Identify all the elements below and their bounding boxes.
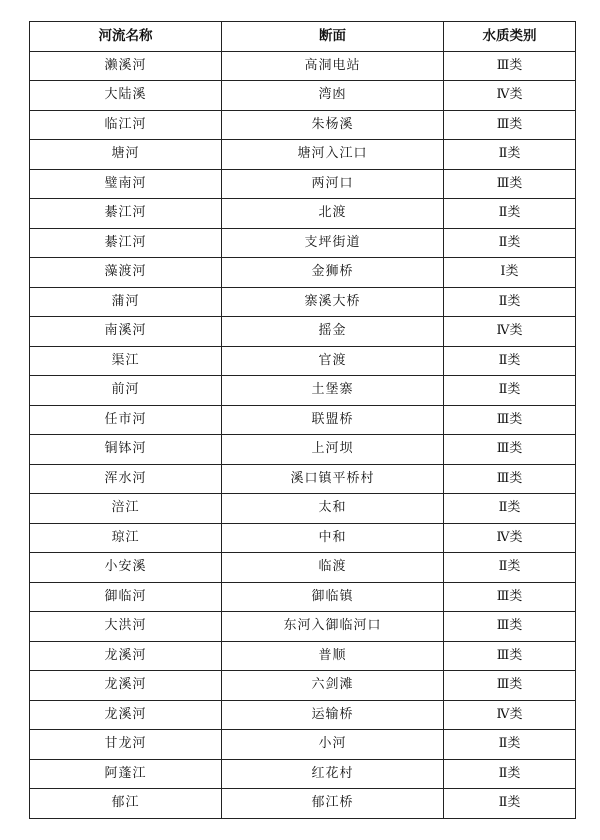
section-cell: 塘河入江口 — [222, 140, 444, 170]
table-row — [30, 199, 576, 229]
section-cell: 中和 — [222, 523, 444, 553]
table-row — [30, 405, 576, 435]
table-row — [30, 700, 576, 730]
river-name-cell: 御临河 — [30, 582, 222, 612]
section-cell: 普顺 — [222, 641, 444, 671]
section-cell: 上河坝 — [222, 435, 444, 465]
section-cell: 郁江桥 — [222, 789, 444, 819]
section-cell: 寨溪大桥 — [222, 287, 444, 317]
river-name-cell: 临江河 — [30, 110, 222, 140]
water-class-cell: Ⅱ类 — [444, 759, 576, 789]
table-row — [30, 258, 576, 288]
water-class-cell: Ⅲ类 — [444, 464, 576, 494]
section-cell: 溪口镇平桥村 — [222, 464, 444, 494]
water-class-cell: Ⅱ类 — [444, 140, 576, 170]
table-body — [30, 51, 576, 818]
river-name-cell: 小安溪 — [30, 553, 222, 583]
section-cell: 北渡 — [222, 199, 444, 229]
section-cell: 红花村 — [222, 759, 444, 789]
river-name-cell: 龙溪河 — [30, 671, 222, 701]
header-row — [30, 22, 576, 52]
table-header — [30, 22, 576, 52]
table-row — [30, 169, 576, 199]
section-cell: 高洞电站 — [222, 51, 444, 81]
section-cell: 湾凼 — [222, 81, 444, 111]
header-section: 断面 — [222, 22, 444, 52]
water-class-cell: Ⅱ类 — [444, 346, 576, 376]
river-name-cell: 龙溪河 — [30, 641, 222, 671]
section-cell: 御临镇 — [222, 582, 444, 612]
table-row — [30, 641, 576, 671]
river-name-cell: 綦江河 — [30, 228, 222, 258]
section-cell: 太和 — [222, 494, 444, 524]
water-class-cell: Ⅳ类 — [444, 523, 576, 553]
river-name-cell: 塘河 — [30, 140, 222, 170]
water-class-cell: Ⅳ类 — [444, 81, 576, 111]
table-row — [30, 435, 576, 465]
table-row — [30, 582, 576, 612]
water-class-cell: Ⅱ类 — [444, 789, 576, 819]
river-name-cell: 甘龙河 — [30, 730, 222, 760]
section-cell: 六剑滩 — [222, 671, 444, 701]
section-cell: 小河 — [222, 730, 444, 760]
water-class-cell: Ⅱ类 — [444, 199, 576, 229]
table-row — [30, 671, 576, 701]
section-cell: 金狮桥 — [222, 258, 444, 288]
water-class-cell: Ⅲ类 — [444, 612, 576, 642]
river-name-cell: 綦江河 — [30, 199, 222, 229]
table-row — [30, 759, 576, 789]
section-cell: 土堡寨 — [222, 376, 444, 406]
table-row — [30, 317, 576, 347]
table-row — [30, 140, 576, 170]
river-name-cell: 璧南河 — [30, 169, 222, 199]
table-row — [30, 287, 576, 317]
section-cell: 临渡 — [222, 553, 444, 583]
section-cell: 支坪街道 — [222, 228, 444, 258]
section-cell: 两河口 — [222, 169, 444, 199]
river-name-cell: 涪江 — [30, 494, 222, 524]
water-class-cell: Ⅲ类 — [444, 582, 576, 612]
river-name-cell: 浑水河 — [30, 464, 222, 494]
table-row — [30, 730, 576, 760]
table-row — [30, 51, 576, 81]
table-row — [30, 612, 576, 642]
header-river-name: 河流名称 — [30, 22, 222, 52]
section-cell: 摇金 — [222, 317, 444, 347]
river-name-cell: 渠江 — [30, 346, 222, 376]
river-name-cell: 大洪河 — [30, 612, 222, 642]
section-cell: 东河入御临河口 — [222, 612, 444, 642]
table-row — [30, 523, 576, 553]
water-class-cell: Ⅱ类 — [444, 228, 576, 258]
water-class-cell: Ⅲ类 — [444, 405, 576, 435]
water-class-cell: Ⅱ类 — [444, 494, 576, 524]
table-row — [30, 81, 576, 111]
table-row — [30, 376, 576, 406]
header-water-class: 水质类别 — [444, 22, 576, 52]
river-name-cell: 藻渡河 — [30, 258, 222, 288]
water-class-cell: Ⅱ类 — [444, 730, 576, 760]
river-name-cell: 郁江 — [30, 789, 222, 819]
water-class-cell: Ⅲ类 — [444, 51, 576, 81]
table-row — [30, 494, 576, 524]
water-class-cell: Ⅲ类 — [444, 110, 576, 140]
river-name-cell: 任市河 — [30, 405, 222, 435]
water-class-cell: Ⅲ类 — [444, 435, 576, 465]
water-class-cell: Ⅱ类 — [444, 553, 576, 583]
water-class-cell: Ⅲ类 — [444, 641, 576, 671]
table-row — [30, 464, 576, 494]
table-row — [30, 110, 576, 140]
water-class-cell: Ⅱ类 — [444, 287, 576, 317]
section-cell: 官渡 — [222, 346, 444, 376]
river-name-cell: 铜钵河 — [30, 435, 222, 465]
water-class-cell: Ⅲ类 — [444, 671, 576, 701]
table-row — [30, 346, 576, 376]
river-name-cell: 龙溪河 — [30, 700, 222, 730]
river-name-cell: 南溪河 — [30, 317, 222, 347]
river-name-cell: 琼江 — [30, 523, 222, 553]
river-name-cell: 前河 — [30, 376, 222, 406]
water-class-cell: Ⅳ类 — [444, 317, 576, 347]
section-cell: 联盟桥 — [222, 405, 444, 435]
water-class-cell: Ⅳ类 — [444, 700, 576, 730]
table-row — [30, 553, 576, 583]
table-row — [30, 228, 576, 258]
section-cell: 朱杨溪 — [222, 110, 444, 140]
river-name-cell: 濑溪河 — [30, 51, 222, 81]
table-row — [30, 789, 576, 819]
water-class-cell: Ⅰ类 — [444, 258, 576, 288]
water-quality-table — [29, 21, 576, 819]
river-name-cell: 阿蓬江 — [30, 759, 222, 789]
water-class-cell: Ⅲ类 — [444, 169, 576, 199]
river-name-cell: 大陆溪 — [30, 81, 222, 111]
river-name-cell: 蒲河 — [30, 287, 222, 317]
section-cell: 运输桥 — [222, 700, 444, 730]
water-class-cell: Ⅱ类 — [444, 376, 576, 406]
